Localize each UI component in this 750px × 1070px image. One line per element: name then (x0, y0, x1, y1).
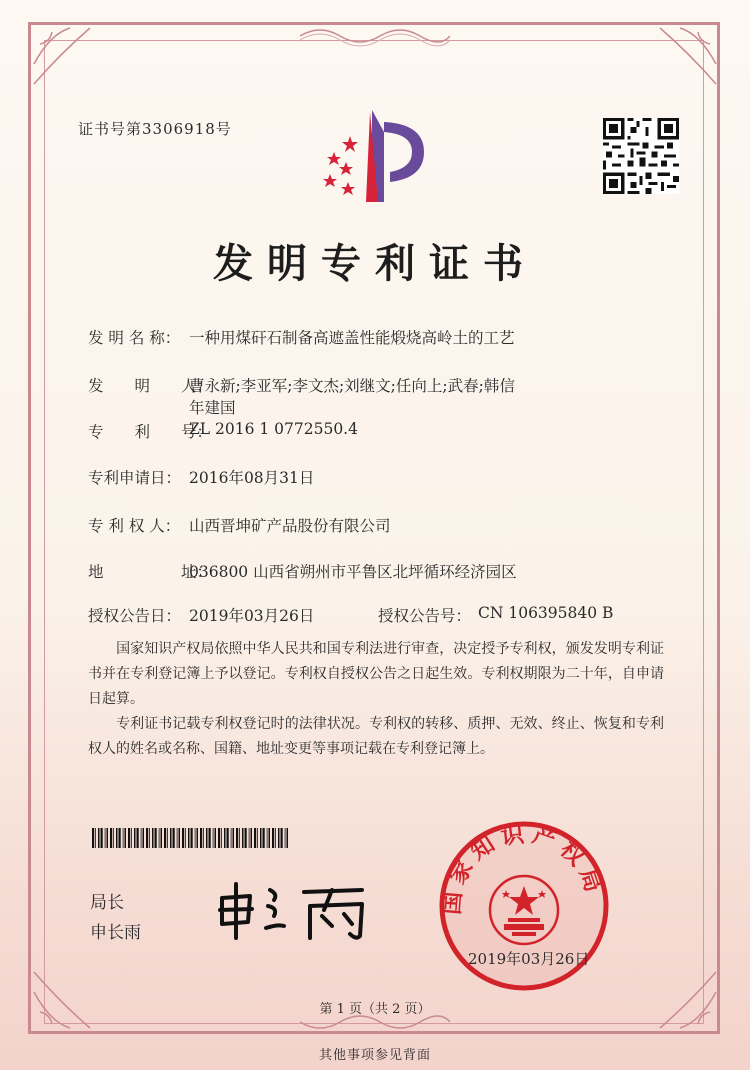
filing-date-label: 专利申请日： (88, 469, 182, 487)
corner-ornament-icon (640, 952, 720, 1032)
grant-date: 2019年03月26日 (189, 607, 315, 625)
invention-name-label: 发 明 名 称： (88, 329, 181, 347)
corner-ornament-icon (30, 24, 110, 104)
signatory-role: 局长 (90, 893, 124, 913)
corner-ornament-icon (30, 952, 110, 1032)
top-ornament-icon (300, 24, 450, 48)
patent-number-label: 专 利 号： (88, 423, 213, 441)
certificate-title: 发明专利证书 (213, 240, 537, 287)
page-number: 第 1 页（共 2 页） (319, 1002, 431, 1017)
invention-name: 一种用煤矸石制备高遮盖性能煅烧高岭土的工艺 (189, 329, 515, 347)
footer-note: 其他事项参见背面 (318, 1048, 431, 1063)
statement-paragraph-2: 专利证书记载专利权登记时的法律状况。专利权的转移、质押、无效、终止、恢复和专利权人的姓名或名称、国籍、地址变更等事项记载在专利登记簿上。 (88, 716, 664, 757)
address: 036800 山西省朔州市平鲁区北坪循环经济园区 (189, 563, 517, 581)
grant-date-label: 授权公告日： (88, 607, 182, 625)
inventor-label: 发 明 人： (88, 377, 213, 395)
patentee-label: 专 利 权 人： (88, 517, 181, 535)
address-label: 地 址： (88, 563, 213, 581)
corner-ornament-icon (640, 24, 720, 104)
statement-paragraph-1: 国家知识产权局依照中华人民共和国专利法进行审查，决定授予专利权，颁发发明专利证书并在专利登记簿上予以登记。专利权自授权公告之日起生效。专利权期限为二十年，自申请日起算。 (88, 641, 664, 707)
certificate-number: 证书号第3306918号 (78, 120, 232, 138)
inventors-line-2: 年建国 (189, 399, 236, 417)
filing-date: 2016年08月31日 (189, 469, 315, 487)
inventors-line-1: 曹永新;李亚军;李文杰;刘继文;任向上;武春;韩信 (189, 377, 515, 395)
grant-number-label: 授权公告号： (378, 607, 472, 625)
grant-number: CN 106395840 B (478, 604, 614, 622)
signatory-name: 申长雨 (90, 923, 141, 943)
seal-date: 2019年03月26日 (468, 950, 590, 968)
barcode-icon (92, 828, 292, 848)
patent-number: ZL 2016 1 0772550.4 (189, 420, 358, 438)
patentee: 山西晋坤矿产品股份有限公司 (189, 517, 391, 535)
qr-code-icon (603, 118, 679, 194)
svg-text:国家知识产权局: 国家知识产权局 (439, 820, 609, 916)
patent-office-logo-icon (312, 102, 440, 210)
signature-icon (212, 876, 382, 946)
